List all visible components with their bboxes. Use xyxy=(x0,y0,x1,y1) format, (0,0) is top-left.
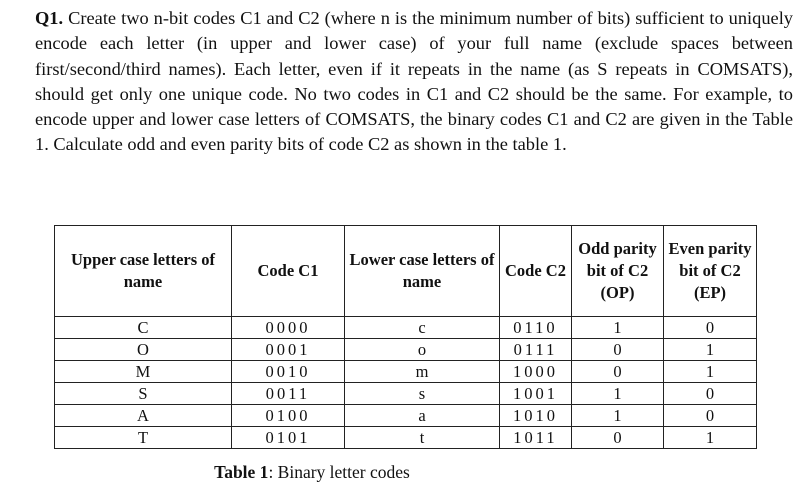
upper-letter-cell: M xyxy=(55,361,232,383)
code-c1-cell: 0000 xyxy=(232,317,345,339)
upper-letter-cell: S xyxy=(55,383,232,405)
header-upper-case: Upper case letters of name xyxy=(55,226,232,317)
upper-letter-cell: T xyxy=(55,427,232,449)
table-row xyxy=(55,339,757,361)
binary-codes-table-wrapper xyxy=(54,225,757,449)
code-c2-cell: 0111 xyxy=(500,339,572,361)
code-c1-cell: 0010 xyxy=(232,361,345,383)
table-row xyxy=(55,317,757,339)
odd-parity-cell: 0 xyxy=(572,361,664,383)
header-even-parity: Even parity bit of C2 (EP) xyxy=(664,226,757,317)
odd-parity-cell: 1 xyxy=(572,405,664,427)
code-c1-cell: 0001 xyxy=(232,339,345,361)
question-paragraph xyxy=(35,6,793,158)
table-row xyxy=(55,405,757,427)
upper-letter-cell: A xyxy=(55,405,232,427)
header-lower-case: Lower case letters of name xyxy=(345,226,500,317)
lower-letter-cell: c xyxy=(345,317,500,339)
odd-parity-cell: 1 xyxy=(572,317,664,339)
table-header-row xyxy=(55,226,757,317)
code-c1-cell: 0101 xyxy=(232,427,345,449)
code-c1-cell: 0011 xyxy=(232,383,345,405)
even-parity-cell: 0 xyxy=(664,383,757,405)
caption-text: : Binary letter codes xyxy=(268,462,410,482)
even-parity-cell: 1 xyxy=(664,339,757,361)
lower-letter-cell: o xyxy=(345,339,500,361)
even-parity-cell: 0 xyxy=(664,317,757,339)
odd-parity-cell: 0 xyxy=(572,427,664,449)
odd-parity-cell: 0 xyxy=(572,339,664,361)
upper-letter-cell: O xyxy=(55,339,232,361)
even-parity-cell: 1 xyxy=(664,361,757,383)
even-parity-cell: 1 xyxy=(664,427,757,449)
code-c2-cell: 0110 xyxy=(500,317,572,339)
code-c2-cell: 1001 xyxy=(500,383,572,405)
header-code-c2: Code C2 xyxy=(500,226,572,317)
lower-letter-cell: m xyxy=(345,361,500,383)
code-c2-cell: 1000 xyxy=(500,361,572,383)
table-row xyxy=(55,361,757,383)
table-caption xyxy=(0,461,804,483)
lower-letter-cell: t xyxy=(345,427,500,449)
question-number: Q1. xyxy=(35,8,64,28)
binary-codes-table xyxy=(54,225,757,449)
code-c2-cell: 1011 xyxy=(500,427,572,449)
lower-letter-cell: s xyxy=(345,383,500,405)
table-row xyxy=(55,427,757,449)
code-c1-cell: 0100 xyxy=(232,405,345,427)
caption-label: Table 1 xyxy=(214,462,269,482)
header-code-c1: Code C1 xyxy=(232,226,345,317)
table-row xyxy=(55,383,757,405)
upper-letter-cell: C xyxy=(55,317,232,339)
even-parity-cell: 0 xyxy=(664,405,757,427)
odd-parity-cell: 1 xyxy=(572,383,664,405)
code-c2-cell: 1010 xyxy=(500,405,572,427)
question-text: Create two n-bit codes C1 and C2 (where n is the minimum number of bits) sufficient to uniquely encode each letter (in upper and lower case) of your full name (exclude spaces between first/second/third names). Each letter, even if it repeats in the name (as S repeats in COMSATS), should get only one unique code. No two codes in C1 and C2 should be the same. For example, to encode upper and lower case letters of COMSATS, the binary codes C1 and C2 are given in the Table 1. Calculate odd and even parity bits of code C2 as shown in the table 1. xyxy=(35,8,793,155)
header-odd-parity: Odd parity bit of C2 (OP) xyxy=(572,226,664,317)
lower-letter-cell: a xyxy=(345,405,500,427)
